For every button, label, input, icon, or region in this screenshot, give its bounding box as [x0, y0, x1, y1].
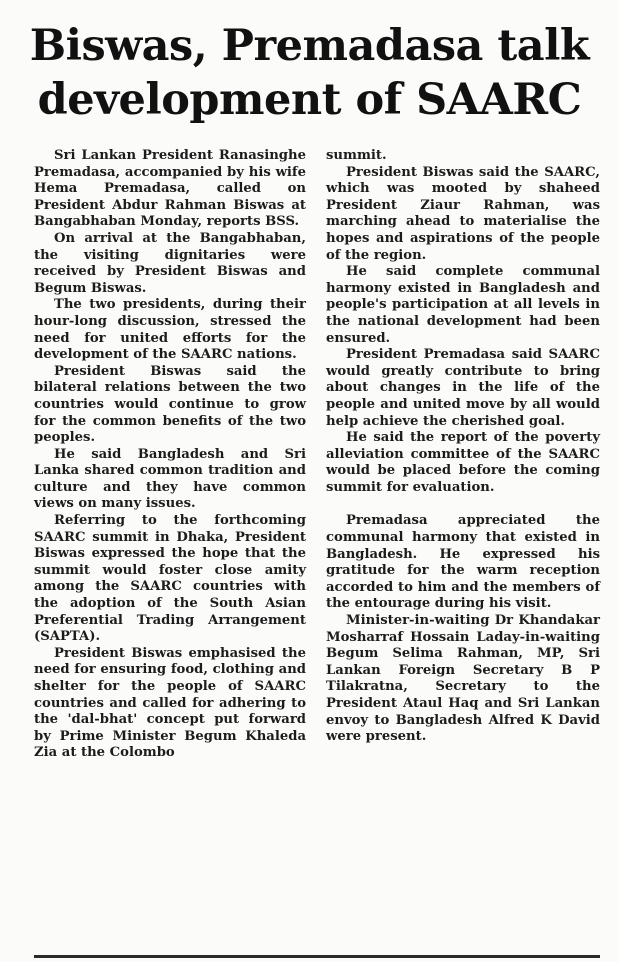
bottom-rule: [34, 955, 600, 958]
headline-line-1: Biswas, Premadasa talk: [29, 21, 590, 71]
article-continuation: summit.: [326, 148, 387, 163]
article-paragraph: On arrival at the Bangabhaban, the visiting dignitaries were received by President Biswas and Begum Biswas.: [34, 230, 306, 296]
article-paragraph: President Premadasa said SAARC would greatly contribute to bring about changes in the life of the people and united move by all would help achieve the cherished goal.: [326, 347, 600, 429]
article-column-right: [326, 148, 600, 746]
article-column-left: [34, 148, 306, 762]
article-paragraph: President Biswas said the SAARC, which was mooted by shaheed President Ziaur Rahman, was marching ahead to materialise the hopes and aspirations of the people of the region.: [326, 164, 600, 263]
article-paragraph: President Biswas emphasised the need for ensuring food, clothing and shelter for the people of SAARC countries and called for adhering to the 'dal-bhat' concept put forward by Prime Minister Begum Khaleda Zia at the Colombo: [34, 645, 306, 761]
article-paragraph: The two presidents, during their hour-long discussion, stressed the need for united efforts for the development of the SAARC nations.: [34, 297, 306, 363]
article-paragraph: Premadasa appreciated the communal harmony that existed in Bangladesh. He expressed his gratitude for the warm reception accorded to him and the members of the entourage during his visit.: [326, 513, 600, 612]
article-paragraph: Sri Lankan President Ranasinghe Premadasa, accompanied by his wife Hema Premadasa, called on President Abdur Rahman Biswas at Bangabhaban Monday, reports BSS.: [34, 148, 306, 230]
article-paragraph: Referring to the forthcoming SAARC summit in Dhaka, President Biswas expressed the hope that the summit would foster close amity among the SAARC countries with the adoption of the South Asian Preferential Trading Arrangement (SAPTA).: [34, 513, 306, 645]
article-paragraph: Minister-in-waiting Dr Khandakar Mosharraf Hossain Laday-in-waiting Begum Selima Rahman, MP, Sri Lankan Foreign Secretary B P Tilakratna, Secretary to the President Ataul Haq and Sri Lankan envoy to Bangladesh Alfred K David were present.: [326, 613, 600, 745]
article-paragraph: He said complete communal harmony existed in Bangladesh and people's participation at all levels in the national development had been ensured.: [326, 264, 600, 346]
article-paragraph: He said the report of the poverty alleviation committee of the SAARC would be placed before the coming summit for evaluation.: [326, 430, 600, 495]
article-paragraph: He said Bangladesh and Sri Lanka shared common tradition and culture and they have common views on many issues.: [34, 446, 306, 512]
article-paragraph: President Biswas said the bilateral relations between the two countries would continue to grow for the common benefits of the two peoples.: [34, 363, 306, 446]
headline-line-2: development of SAARC: [37, 75, 582, 125]
